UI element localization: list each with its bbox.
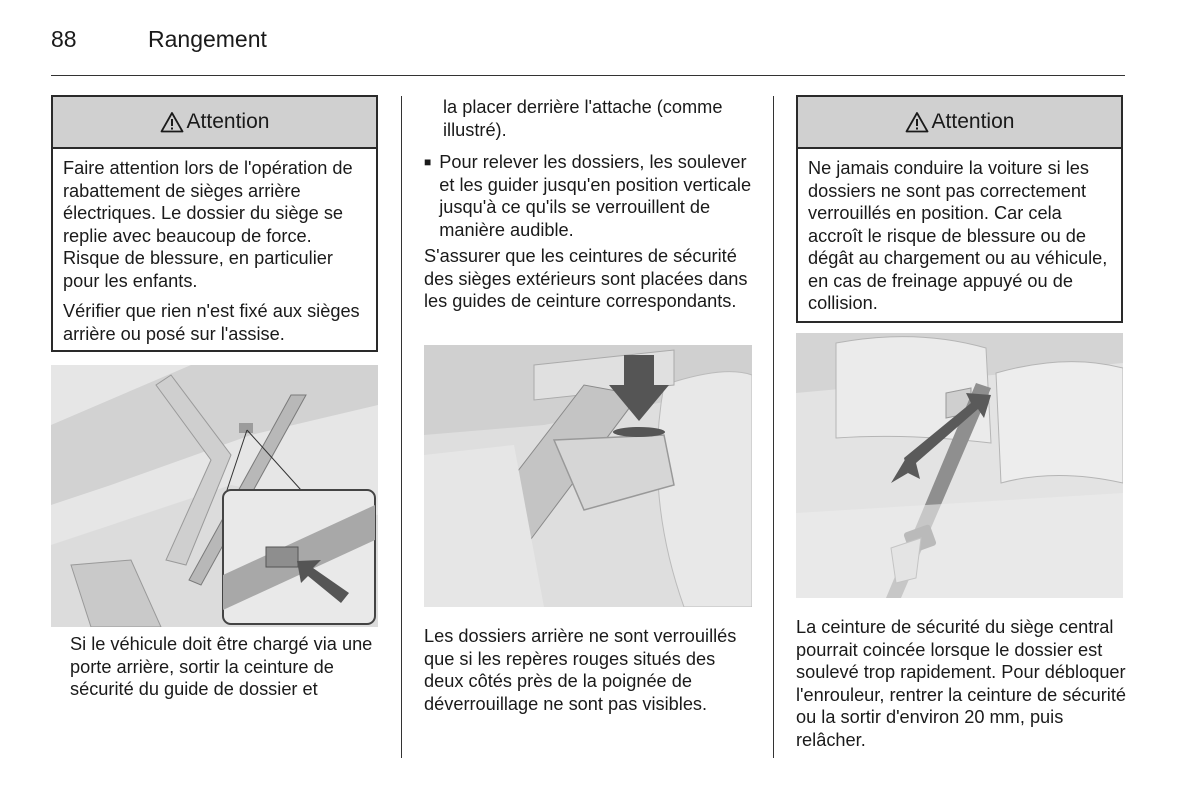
- paragraph-belt-guides: S'assurer que les ceintures de sécurité des sièges extérieurs sont placées dans les guides de ceinture correspondants.: [424, 246, 748, 311]
- illustration-seatbelt-guide: [51, 365, 378, 627]
- column-divider-right: [773, 96, 774, 758]
- illustration-seat-latch: [424, 345, 752, 607]
- warning-box-right: [796, 95, 1123, 323]
- caption-left: Si le véhicule doit être chargé via une porte arrière, sortir la ceinture de sécurité du guide de dossier et: [70, 634, 373, 699]
- section-title: Rangement: [148, 26, 267, 52]
- bullet-text: Pour relever les dossiers, les soulever et les guider jusqu'en position verticale jusqu'à ce qu'ils se verrouillent de manière audible.: [439, 152, 752, 240]
- warning-triangle-icon: [160, 111, 184, 133]
- illustration-center-belt: [796, 333, 1123, 598]
- warning-paragraph: Ne jamais conduire la voiture si les dossiers ne sont pas correctement verrouillés en position. Car cela accroît le risque de blessure ou de dégât au chargement ou au véhicule, en cas de freinage appuyé ou de collision.: [808, 158, 1108, 313]
- column-divider-left: [401, 96, 402, 758]
- warning-header: [798, 97, 1121, 149]
- header-divider: [51, 75, 1125, 76]
- page-number: 88: [51, 26, 77, 52]
- warning-paragraph: Faire attention lors de l'opération de rabattement de sièges arrière électriques. Le dossier du siège se replie avec beaucoup de force. Risque de blessure, en particulier pour les enfants.: [63, 158, 353, 291]
- continued-text: la placer derrière l'attache (comme illustré).: [443, 97, 723, 140]
- warning-box-left: [51, 95, 378, 352]
- square-bullet-icon: ■: [424, 155, 432, 169]
- warning-header: [53, 97, 376, 149]
- caption-right: La ceinture de sécurité du siège central pourrait coincée lorsque le dossier est soulevé trop rapidement. Pour débloquer l'enrouleur, rentrer la ceinture de sécurité ou la sortir d'environ 20 mm, puis relâcher.: [796, 617, 1127, 750]
- warning-title: Attention: [931, 110, 1015, 133]
- list-item: [424, 151, 754, 241]
- warning-triangle-icon: [905, 111, 929, 133]
- caption-middle: Les dossiers arrière ne sont verrouillés que si les repères rouges situés des deux côtés près de la poignée de déverrouillage ne sont pas visibles.: [424, 626, 737, 714]
- warning-paragraph: Vérifier que rien n'est fixé aux sièges arrière ou posé sur l'assise.: [63, 301, 360, 344]
- warning-title: Attention: [186, 110, 270, 133]
